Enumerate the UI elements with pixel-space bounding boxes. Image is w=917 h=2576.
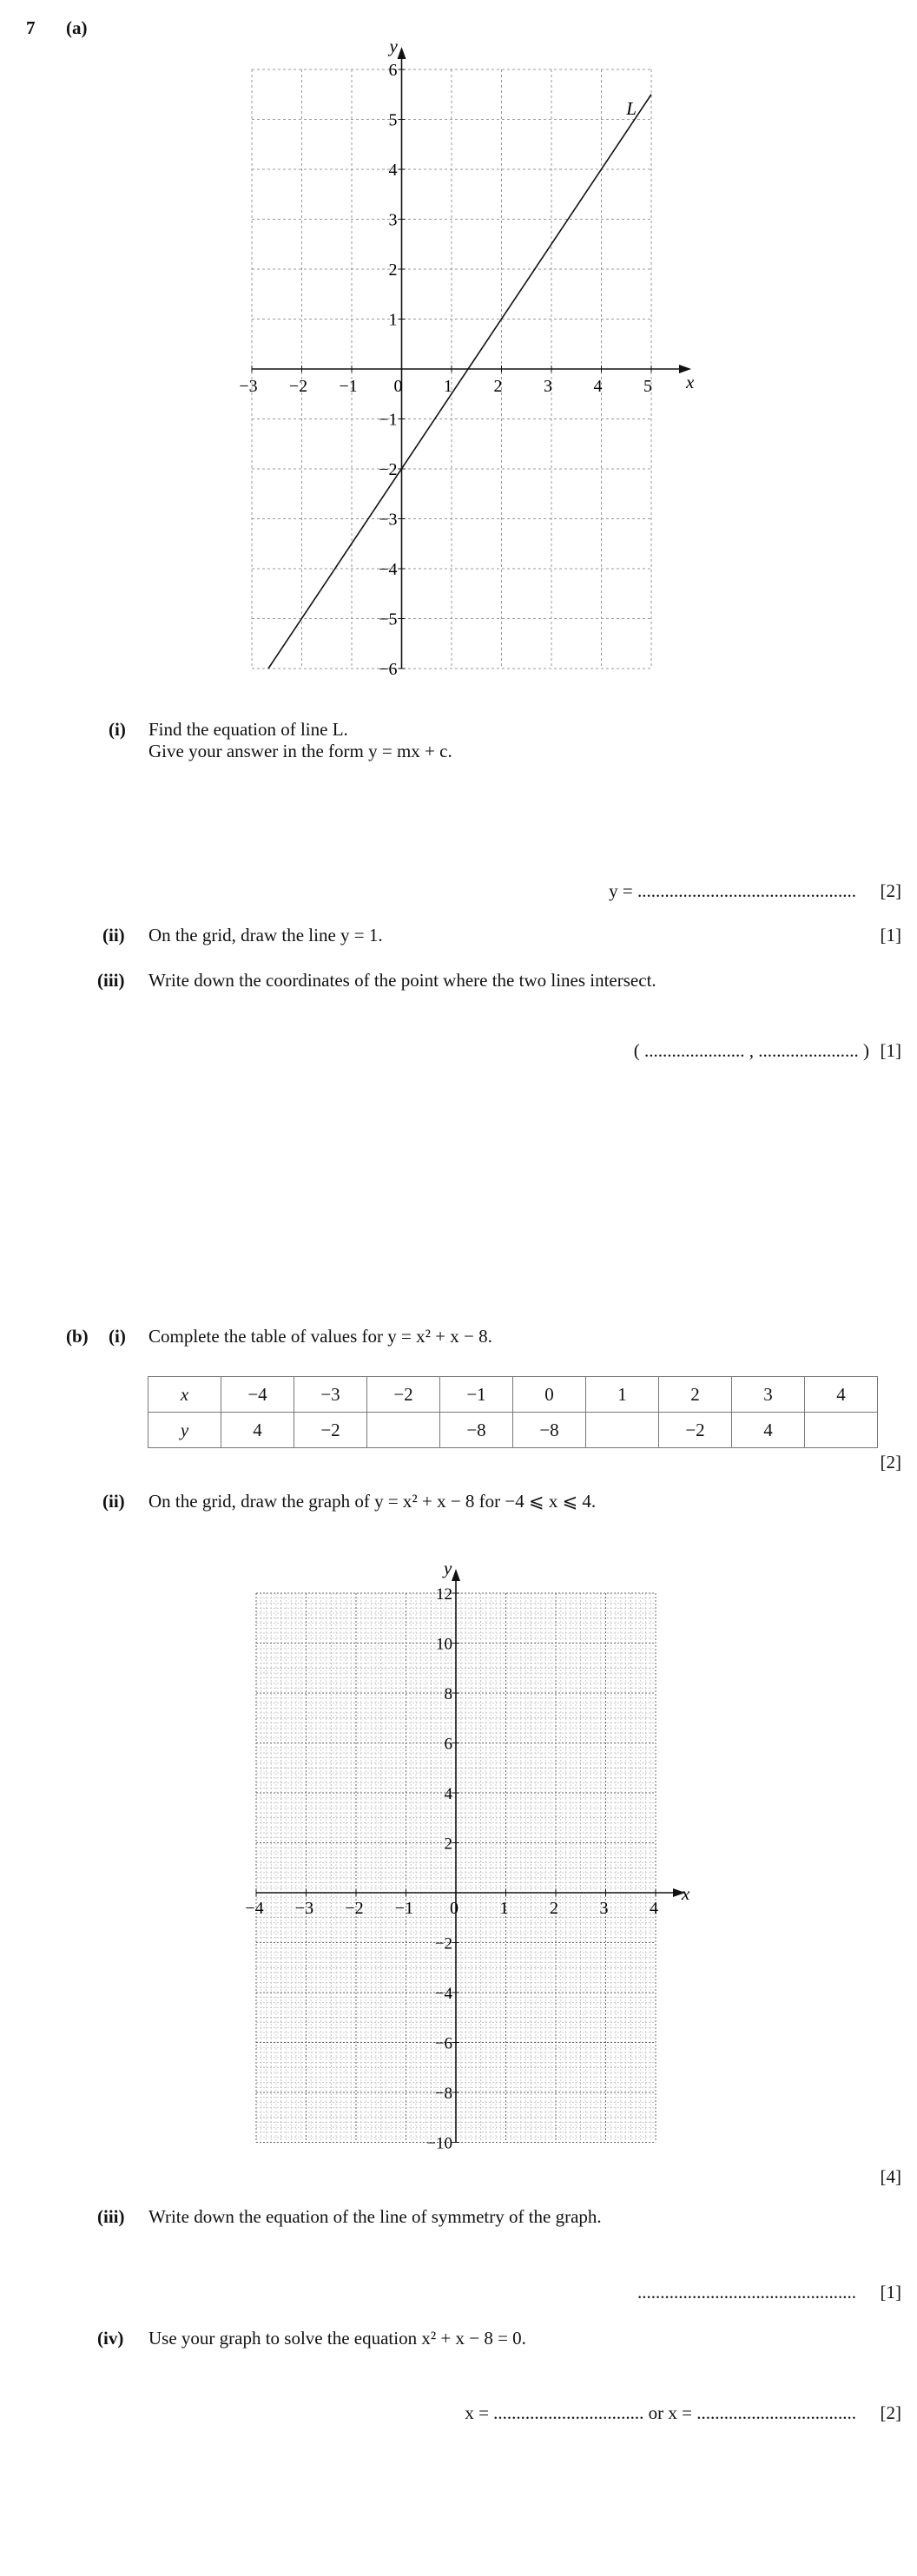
x-tick-label: 2 bbox=[493, 377, 503, 396]
graph-a bbox=[217, 30, 703, 682]
part-b-label: (b) bbox=[66, 1326, 89, 1347]
x-tick-label: −3 bbox=[239, 377, 258, 396]
y-tick-label: −6 bbox=[379, 660, 398, 679]
table-row-y bbox=[148, 1413, 878, 1448]
b-iv-marks: [2] bbox=[880, 2402, 901, 2423]
a-i-answer-line[interactable]: y = ................................................ bbox=[609, 880, 856, 901]
y-tick-label: 4 bbox=[388, 161, 398, 180]
graph-a-axes bbox=[252, 47, 691, 669]
y-tick-label: 10 bbox=[436, 1635, 452, 1654]
a-i-label: (i) bbox=[109, 719, 126, 740]
part-a-label: (a) bbox=[66, 17, 88, 38]
table-cell: 1 bbox=[586, 1377, 659, 1413]
y-tick-label: 6 bbox=[388, 61, 398, 80]
table-cell: −1 bbox=[440, 1377, 513, 1413]
table-cell-blank[interactable] bbox=[805, 1413, 878, 1448]
x-tick-label: 0 bbox=[450, 1899, 458, 1918]
table-header-x: x bbox=[148, 1377, 221, 1413]
table-cell: 3 bbox=[732, 1377, 805, 1413]
x-tick-label: 1 bbox=[499, 1899, 509, 1918]
y-tick-label: −3 bbox=[379, 510, 398, 530]
y-tick-label: −2 bbox=[434, 1934, 452, 1953]
b-iii-text: Write down the equation of the line of symmetry of the graph. bbox=[148, 2206, 602, 2227]
y-tick-label: −5 bbox=[379, 609, 398, 629]
y-axis-arrow bbox=[452, 1569, 460, 1581]
y-tick-label: 5 bbox=[388, 110, 398, 130]
b-iv-text: Use your graph to solve the equation x² + x − 8 = 0. bbox=[148, 2328, 526, 2349]
x-tick-label: −1 bbox=[339, 377, 358, 396]
table-cell: 2 bbox=[659, 1377, 732, 1413]
graph-b-x-axis-label: x bbox=[682, 1883, 690, 1904]
graph-a-x-axis-label: x bbox=[686, 372, 695, 392]
b-iii-label: (iii) bbox=[97, 2206, 125, 2227]
table-of-values bbox=[148, 1376, 878, 1448]
table-cell: −2 bbox=[367, 1377, 440, 1413]
table-cell-blank[interactable] bbox=[367, 1413, 440, 1448]
x-tick-label: 4 bbox=[593, 377, 603, 396]
y-tick-label: 8 bbox=[444, 1685, 452, 1703]
x-tick-label: −1 bbox=[394, 1899, 414, 1918]
graph-b-y-axis-label: y bbox=[444, 1558, 452, 1578]
y-tick-label: 12 bbox=[436, 1585, 452, 1604]
table-cell: 4 bbox=[221, 1413, 294, 1448]
y-tick-label: −6 bbox=[434, 2034, 452, 2053]
y-tick-label: −4 bbox=[434, 1985, 452, 2003]
table-header-y: y bbox=[148, 1413, 221, 1448]
table-cell: −4 bbox=[221, 1377, 294, 1413]
b-iii-answer-line[interactable]: ................................................ bbox=[637, 2282, 856, 2303]
table-cell: −8 bbox=[440, 1413, 513, 1448]
y-tick-label: −1 bbox=[379, 410, 398, 430]
x-tick-label: −2 bbox=[345, 1899, 364, 1918]
y-tick-label: −4 bbox=[379, 560, 398, 579]
table-cell: −3 bbox=[294, 1377, 367, 1413]
x-tick-label: 1 bbox=[444, 377, 452, 396]
y-axis-arrow bbox=[398, 47, 406, 59]
question-number: 7 bbox=[26, 17, 36, 38]
y-tick-label: 1 bbox=[388, 310, 398, 330]
y-tick-label: −2 bbox=[379, 460, 398, 479]
x-tick-label: −2 bbox=[288, 377, 308, 396]
table-cell: −2 bbox=[294, 1413, 367, 1448]
table-row-x bbox=[148, 1377, 878, 1413]
b-i-label: (i) bbox=[109, 1326, 126, 1347]
b-iii-marks: [1] bbox=[880, 2282, 901, 2303]
x-tick-label: 2 bbox=[550, 1899, 558, 1918]
x-tick-label: 4 bbox=[650, 1899, 658, 1918]
x-tick-label: 0 bbox=[393, 377, 403, 396]
a-ii-marks: [1] bbox=[880, 925, 901, 945]
y-tick-label: 4 bbox=[444, 1785, 452, 1803]
b-i-text: Complete the table of values for y = x² + x − 8. bbox=[148, 1326, 492, 1347]
table-cell: −8 bbox=[513, 1413, 586, 1448]
graph-b[interactable] bbox=[221, 1524, 708, 2153]
a-i-text-2: Give your answer in the form y = mx + c. bbox=[148, 741, 452, 761]
a-iii-marks: [1] bbox=[880, 1040, 901, 1061]
a-iii-label: (iii) bbox=[97, 970, 125, 991]
x-tick-label: −4 bbox=[245, 1899, 264, 1918]
x-tick-label: −3 bbox=[294, 1899, 314, 1918]
graph-a-y-axis-label: y bbox=[389, 36, 398, 56]
b-i-marks: [2] bbox=[880, 1452, 901, 1472]
y-tick-label: 2 bbox=[444, 1835, 452, 1854]
table-cell-blank[interactable] bbox=[586, 1413, 659, 1448]
a-iii-text: Write down the coordinates of the point where the two lines intersect. bbox=[148, 970, 656, 991]
b-ii-marks: [4] bbox=[880, 2166, 901, 2187]
table-cell: 4 bbox=[805, 1377, 878, 1413]
a-ii-text: On the grid, draw the line y = 1. bbox=[148, 925, 383, 945]
a-ii-label: (ii) bbox=[102, 925, 125, 945]
table-cell: −2 bbox=[659, 1413, 732, 1448]
b-ii-text: On the grid, draw the graph of y = x² + x − 8 for −4 ⩽ x ⩽ 4. bbox=[148, 1491, 597, 1512]
y-tick-label: 3 bbox=[388, 210, 398, 230]
y-tick-label: −8 bbox=[434, 2085, 452, 2103]
b-iv-label: (iv) bbox=[97, 2328, 124, 2349]
x-tick-label: 3 bbox=[599, 1899, 609, 1918]
a-i-marks: [2] bbox=[880, 880, 901, 901]
a-iii-answer-line[interactable]: ( ...................... , ...................... ) bbox=[633, 1040, 869, 1061]
graph-a-tick-labels bbox=[239, 61, 652, 679]
x-tick-label: 3 bbox=[544, 377, 552, 396]
b-iv-answer-line[interactable]: x = ................................. or x = ................................... bbox=[465, 2402, 856, 2423]
a-i-text-1: Find the equation of line L. bbox=[148, 719, 348, 740]
x-tick-label: 5 bbox=[643, 377, 652, 396]
y-tick-label: −10 bbox=[426, 2134, 452, 2153]
line-L-label: L bbox=[626, 97, 637, 119]
b-ii-label: (ii) bbox=[102, 1491, 125, 1512]
table-cell: 0 bbox=[513, 1377, 586, 1413]
y-tick-label: 6 bbox=[444, 1735, 452, 1754]
table-cell: 4 bbox=[732, 1413, 805, 1448]
y-tick-label: 2 bbox=[388, 260, 398, 280]
